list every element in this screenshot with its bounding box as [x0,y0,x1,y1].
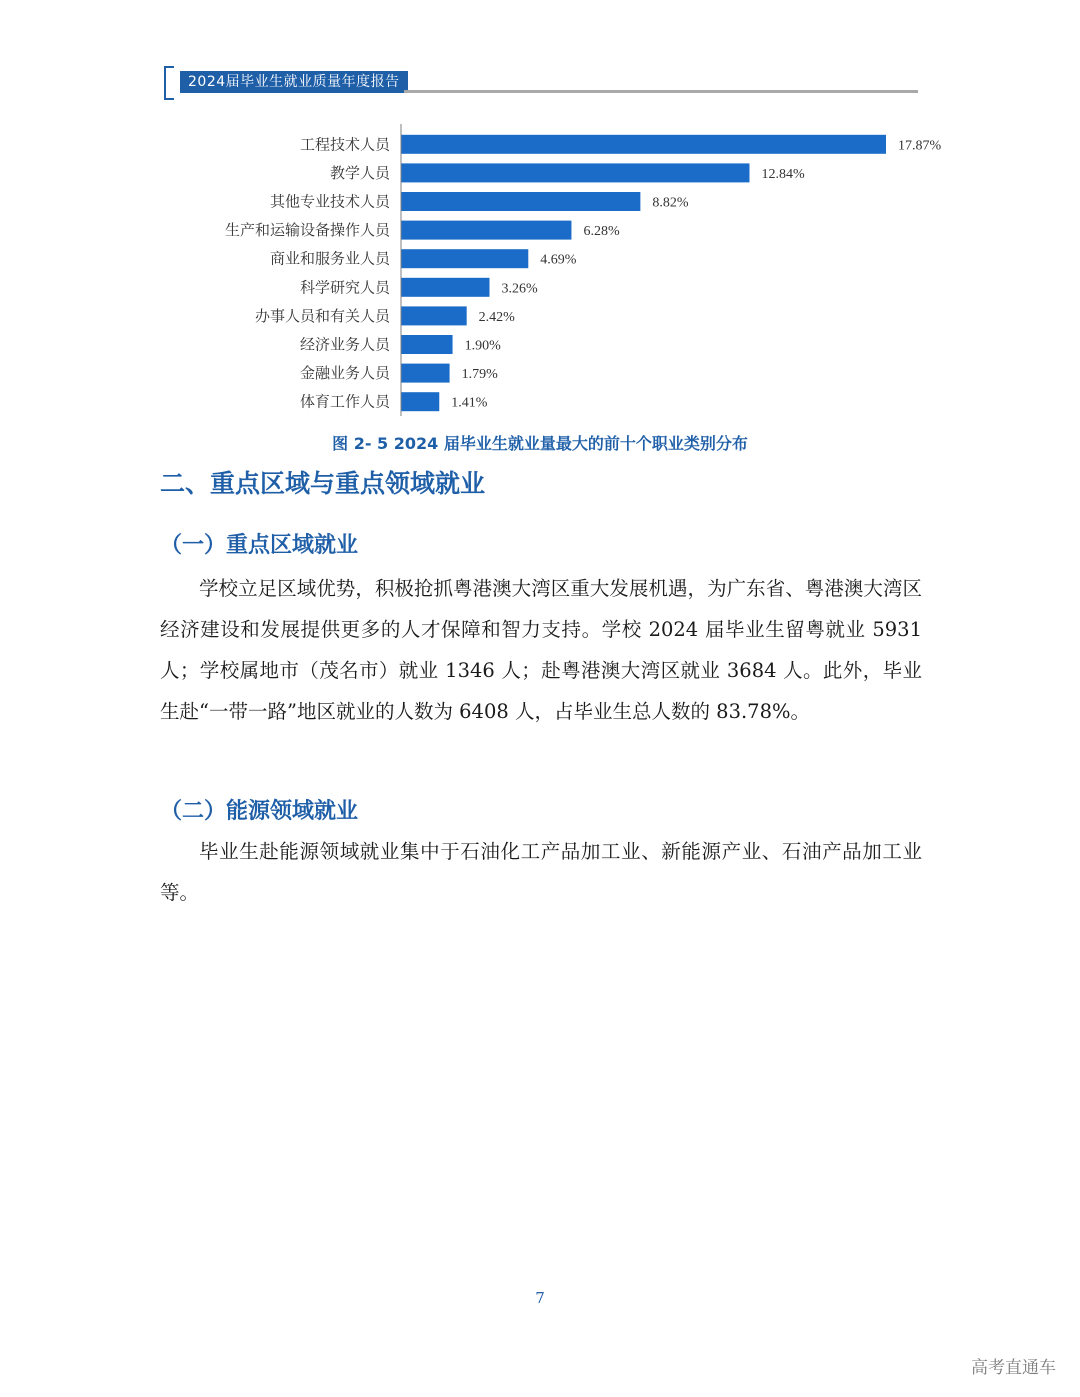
bar [401,306,467,325]
figure-caption: 图 2- 5 2024 届毕业生就业量最大的前十个职业类别分布 [332,434,748,453]
bar [401,335,453,354]
header-rule [404,90,918,93]
report-header [164,66,918,98]
occupation-bar-chart [150,124,980,420]
value-label: 6.28% [583,224,620,240]
value-label: 1.41% [451,395,488,411]
category-label: 生产和运输设备操作人员 [224,221,390,240]
value-label: 3.26% [501,281,538,297]
bar [401,221,571,240]
category-label: 其他专业技术人员 [269,192,390,211]
category-label: 工程技术人员 [299,135,390,154]
category-label: 金融业务人员 [299,364,390,383]
subsection-heading-energy: （二）能源领域就业 [160,799,359,824]
value-label: 2.42% [478,309,515,325]
value-label: 12.84% [761,166,805,182]
watermark: 高考直通车 [971,1358,1056,1378]
category-label: 体育工作人员 [299,392,390,411]
bar [401,163,749,182]
category-label: 办事人员和有关人员 [254,306,390,325]
page-number: 7 [535,1289,545,1307]
bar [401,249,528,268]
bar [401,135,886,154]
energy-employment-paragraph: 毕业生赴能源领域就业集中于石油化工产品加工业、新能源产业、石油产品加工业等。 [160,840,922,904]
category-label: 经济业务人员 [299,335,390,354]
value-label: 8.82% [652,195,689,211]
bar [401,364,450,383]
header-bracket [164,66,174,100]
value-label: 17.87% [898,138,942,154]
header-title: 2024届毕业生就业质量年度报告 [180,71,408,93]
bar [401,392,439,411]
category-label: 教学人员 [329,163,390,182]
bar [401,192,640,211]
section-heading: 二、重点区域与重点领域就业 [160,469,486,498]
regional-employment-paragraph: 学校立足区域优势，积极抢抓粤港澳大湾区重大发展机遇，为广东省、粤港澳大湾区经济建设和发展提供更多的人才保障和智力支持。学校 2024 届毕业生留粤就业 5931 人；学校属地市（茂名市）就业 1346 人；赴粤港澳大湾区就业 3684 人。此外，毕业生赴“一带一路”地区就业的人数为 6408 人，占毕业生总人数的 83.78%。 [160,577,922,723]
category-label: 科学研究人员 [299,278,390,297]
subsection-heading-regional: （一）重点区域就业 [160,533,359,558]
value-label: 1.79% [461,367,498,383]
bar [401,278,489,297]
value-label: 1.90% [464,338,501,354]
value-label: 4.69% [540,252,577,268]
category-label: 商业和服务业人员 [269,249,390,268]
